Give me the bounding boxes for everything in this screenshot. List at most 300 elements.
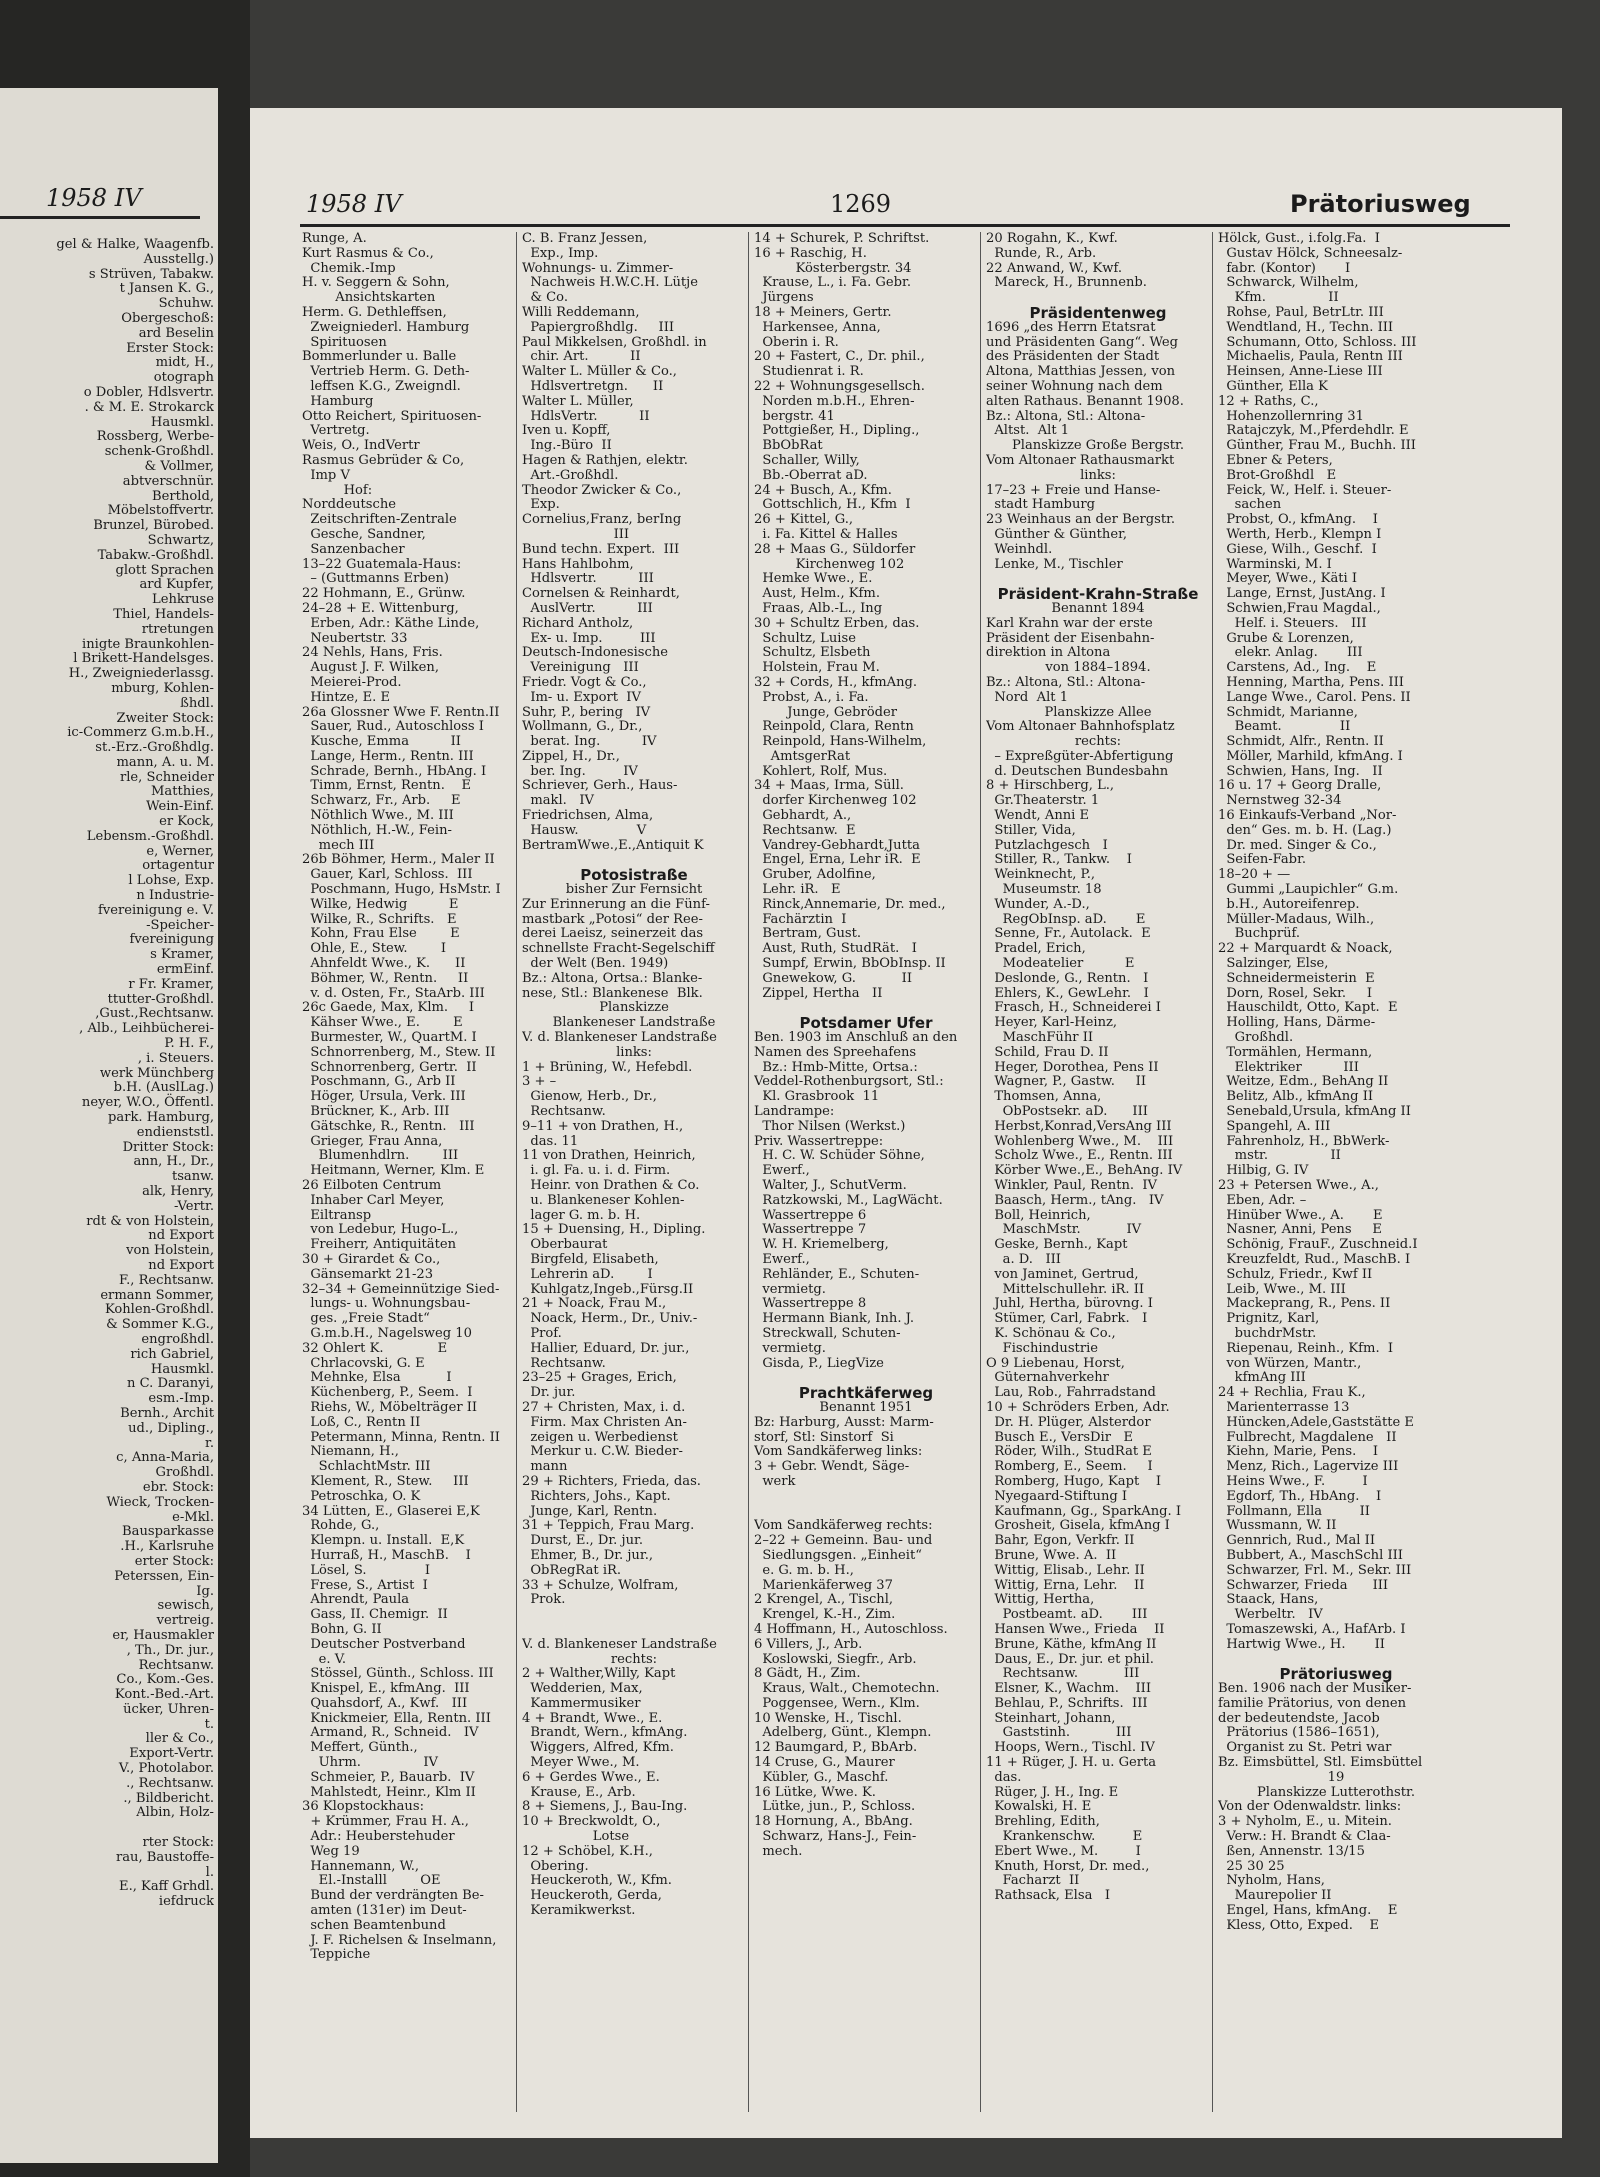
directory-entry: 31 + Teppich, Frau Marg.: [522, 1518, 695, 1534]
directory-entry: 2 + Walther,Willy, Kapt: [522, 1666, 676, 1682]
directory-entry: Keramikwerkst.: [522, 1903, 636, 1919]
directory-entry: mstr. II: [1218, 1148, 1341, 1164]
directory-entry: Gebhardt, A.,: [754, 808, 852, 824]
directory-entry: Modeatelier E: [986, 956, 1135, 972]
left-page-entry: von Holstein,: [126, 1243, 214, 1259]
directory-entry: 20 + Fastert, C., Dr. phil.,: [754, 349, 925, 365]
directory-entry: Von der Odenwaldstr. links:: [1218, 1799, 1402, 1815]
left-page-entry: sewisch,: [157, 1598, 214, 1614]
street-note: Planskizze Große Bergstr.: [1011, 438, 1185, 454]
directory-entry: Rüger, J. H., Ing. E: [986, 1784, 1119, 1800]
left-page-entry: Wieck, Trocken-: [106, 1494, 214, 1510]
left-page-entry: Ausstellg.): [143, 251, 214, 267]
directory-entry: Weg 19: [302, 1843, 360, 1859]
directory-entry: das. 11: [522, 1133, 579, 1149]
directory-entry: 14 Cruse, G., Maurer: [754, 1755, 895, 1771]
left-page-entry: P. H. F.,: [164, 1036, 214, 1052]
left-page-entry: st.-Erz.-Großhdlg.: [95, 740, 214, 756]
directory-entry: Schild, Frau D. II: [986, 1044, 1109, 1060]
directory-entry: Harkensee, Anna,: [754, 319, 881, 335]
directory-entry: MaschFühr II: [986, 1030, 1094, 1046]
left-page-entry: ller & Co.,: [145, 1731, 214, 1747]
directory-entry: Romberg, E., Seem. I: [986, 1459, 1153, 1475]
directory-entry: Buchprüf.: [1218, 926, 1301, 942]
directory-entry: Rechtsanw.: [522, 1104, 606, 1120]
column-divider: [980, 232, 981, 2112]
directory-entry: Knispel, E., kfmAng. III: [302, 1681, 470, 1697]
left-page-entry: c, Anna-Maria,: [116, 1450, 214, 1466]
directory-entry: stadt Hamburg: [986, 497, 1096, 513]
directory-entry: Fachärztin I: [754, 911, 847, 927]
street-heading: Präsidentenweg: [1029, 303, 1167, 322]
directory-entry: Grosheit, Gisela, kfmAng I: [986, 1518, 1170, 1534]
directory-entry: Wittig, Erna, Lehr. II: [986, 1577, 1145, 1593]
directory-entry: Feick, W., Helf. i. Steuer-: [1218, 482, 1392, 498]
directory-entry: Lenke, M., Tischler: [986, 556, 1123, 572]
directory-entry: Ahrendt, Paula: [302, 1592, 410, 1608]
directory-entry: Wedderien, Max,: [522, 1681, 643, 1697]
directory-entry: bergstr. 41: [754, 408, 835, 424]
directory-entry: Küchenberg, P., Seem. I: [302, 1385, 473, 1401]
directory-entry: Hausw. V: [522, 822, 647, 838]
directory-entry: Gauer, Karl, Schloss. III: [302, 867, 473, 883]
page-header-volume: 1958 IV: [306, 190, 402, 218]
directory-entry: Rasmus Gebrüder & Co,: [302, 452, 465, 468]
directory-entry: Vom Altonaer Rathausmarkt: [986, 452, 1175, 468]
directory-entry: Ahnfeldt Wwe., K. II: [302, 956, 466, 972]
left-page-entry: r Fr. Kramer,: [128, 976, 214, 992]
directory-entry: 24–28 + E. Wittenburg,: [302, 600, 459, 616]
directory-column-5: [1218, 232, 1454, 1934]
left-page-entry: fvereinigung e. V.: [97, 902, 214, 918]
directory-entry: Erben, Adr.: Käthe Linde,: [302, 615, 480, 631]
directory-entry: Schmidt, Marianne,: [1218, 704, 1358, 720]
directory-entry: 17–23 + Freie und Hanse-: [986, 482, 1161, 498]
directory-entry: Oberin i. R.: [754, 334, 839, 350]
directory-entry: amten (131er) im Deut-: [302, 1903, 467, 1919]
left-page-entry: park. Hamburg,: [108, 1110, 214, 1126]
directory-entry: Theodor Zwicker & Co.,: [522, 482, 682, 498]
left-page-entry: t.: [204, 1716, 214, 1732]
directory-entry: J. F. Richelsen & Inselmann,: [302, 1932, 497, 1948]
directory-entry: Brune, Wwe. A. II: [986, 1547, 1117, 1563]
directory-entry: Kowalski, H. E: [986, 1799, 1092, 1815]
directory-entry: H. C. W. Schüder Söhne,: [754, 1148, 925, 1164]
directory-entry: mastbark „Potosi“ der Ree-: [522, 911, 703, 927]
left-page-entry: otograph: [153, 370, 214, 386]
directory-entry: 14 + Schurek, P. Schriftst.: [754, 232, 930, 246]
directory-entry: Schriever, Gerh., Haus-: [522, 778, 678, 794]
directory-entry: Im- u. Export IV: [522, 689, 641, 705]
left-page: [0, 88, 218, 2163]
directory-entry: HdlsVertr. II: [522, 408, 650, 424]
directory-entry: Gänsemarkt 21-23: [302, 1266, 434, 1282]
left-page-entry: Kont.-Bed.-Art.: [114, 1687, 214, 1703]
left-page-entry: ., Rechtsanw.: [126, 1775, 214, 1791]
directory-entry: Gnewekow, G. II: [754, 970, 912, 986]
directory-entry: Loß, C., Rentn II: [302, 1414, 421, 1430]
directory-entry: werk: [754, 1473, 796, 1489]
directory-entry: Verw.: H. Brandt & Claa-: [1218, 1829, 1391, 1845]
left-page-entry: Matthies,: [151, 784, 214, 800]
directory-entry: Spirituosen: [302, 334, 387, 350]
directory-entry: Dorn, Rosel, Sekr. I: [1218, 985, 1373, 1001]
directory-entry: Deutscher Postverband: [302, 1636, 466, 1652]
directory-entry: ObPostsekr. aD. III: [986, 1104, 1148, 1120]
left-page-entry: ücker, Uhren-: [123, 1701, 214, 1717]
right-page: [250, 108, 1562, 2138]
street-note: links:: [1080, 467, 1116, 483]
directory-entry: Ehmer, B., Dr. jur.,: [522, 1547, 654, 1563]
directory-entry: Probst, A., i. Fa.: [754, 689, 869, 705]
directory-entry: Altst. Alt 1: [986, 423, 1070, 439]
directory-entry: Runge, A.: [302, 232, 367, 246]
directory-entry: 10 + Schröders Erben, Adr.: [986, 1399, 1170, 1415]
directory-entry: Kübler, G., Maschf.: [754, 1769, 889, 1785]
directory-entry: Otto Reichert, Spirituosen-: [302, 408, 482, 424]
directory-entry: Schulz, Friedr., Kwf II: [1218, 1266, 1373, 1282]
left-page-entry: rtretungen: [141, 621, 214, 637]
directory-entry: d. Deutschen Bundesbahn: [986, 763, 1169, 779]
directory-entry: 33 + Schulze, Wolfram,: [522, 1577, 679, 1593]
directory-entry: 32 Ohlert K. E: [302, 1340, 448, 1356]
directory-entry: Priv. Wassertreppe:: [754, 1133, 884, 1149]
directory-entry: Stössel, Günth., Schloss. III: [302, 1666, 494, 1682]
directory-entry: Bz. Eimsbüttel, Stl. Eimsbüttel: [1218, 1755, 1423, 1771]
left-page-entry: -Vertr.: [174, 1198, 214, 1214]
directory-entry: vermietg.: [754, 1281, 826, 1297]
directory-entry: Cornelius,Franz, berIng: [522, 512, 682, 528]
directory-entry: Elektriker III: [1218, 1059, 1359, 1075]
directory-entry: Aust, Ruth, StudRät. I: [754, 941, 917, 957]
directory-entry: Maurepolier II: [1218, 1888, 1332, 1904]
directory-entry: Heins Wwe., F. I: [1218, 1473, 1368, 1489]
directory-entry: Weinknecht, P.,: [986, 867, 1096, 883]
directory-entry: 15 + Duensing, H., Dipling.: [522, 1222, 706, 1238]
directory-entry: 12 + Raths, C.,: [1218, 393, 1319, 409]
directory-entry: 36 Klopstockhaus:: [302, 1799, 424, 1815]
directory-entry: Nöthlich, H.-W., Fein-: [302, 822, 452, 838]
directory-entry: Kreuzfeldt, Rud., MaschB. I: [1218, 1251, 1411, 1267]
directory-entry: Mittelschullehr. iR. II: [986, 1281, 1145, 1297]
directory-entry: Wilke, R., Schrifts. E: [302, 911, 457, 927]
left-page-entry: Schuhw.: [158, 296, 214, 312]
left-page-entry: Lehkruse: [152, 592, 214, 608]
directory-entry: des Präsidenten der Stadt: [986, 349, 1160, 365]
left-page-entry: Tabakw.-Großhdl.: [97, 547, 214, 563]
left-page-entry: Bausparkasse: [122, 1524, 214, 1540]
left-page-entry: & Vollmer,: [144, 458, 214, 474]
directory-entry: Henning, Martha, Pens. III: [1218, 674, 1404, 690]
left-page-entry: F., Rechtsanw.: [119, 1272, 214, 1288]
directory-entry: 26 Eilboten Centrum: [302, 1178, 442, 1193]
directory-entry: Gesche, Sandner,: [302, 526, 426, 542]
directory-entry: 8 + Siemens, J., Bau-Ing.: [522, 1799, 688, 1815]
directory-entry: Grube & Lorenzen,: [1218, 630, 1354, 646]
directory-entry: Bz.: Altona, Ortsa.: Blanke-: [522, 970, 703, 986]
directory-entry: Pradel, Erich,: [986, 941, 1086, 957]
directory-entry: schen Beamtenbund: [302, 1917, 446, 1933]
column-divider: [1212, 232, 1213, 2112]
directory-entry: Hartwig Wwe., H. II: [1218, 1636, 1385, 1652]
directory-entry: Dr. med. Singer & Co.,: [1218, 837, 1377, 853]
left-page-entry: e-Mkl.: [172, 1509, 214, 1525]
left-page-entry: Rossberg, Werbe-: [96, 429, 214, 445]
left-page-entry: Zweiter Stock:: [116, 710, 214, 726]
directory-entry: Schmidt, Alfr., Rentn. II: [1218, 734, 1384, 750]
directory-entry: zeigen u. Werbedienst: [522, 1429, 678, 1445]
directory-entry: Kaufmann, Gg., SparkAng. I: [986, 1503, 1182, 1519]
directory-entry: [754, 1490, 978, 1505]
left-page-entry: gel & Halke, Waagenfb.: [56, 238, 214, 252]
directory-entry: Schnorrenberg, M., Stew. II: [302, 1044, 496, 1060]
directory-entry: Heinr. von Drathen & Co.: [522, 1178, 700, 1193]
left-page-entry: tsanw.: [171, 1169, 214, 1185]
directory-entry: Nachweis H.W.C.H. Lütje: [522, 275, 698, 291]
directory-entry: Günther, Frau M., Buchh. III: [1218, 438, 1416, 454]
directory-entry: + Krümmer, Frau H. A.,: [302, 1814, 469, 1830]
left-page-entry: ttutter-Großhdl.: [107, 991, 214, 1007]
directory-entry: Runde, R., Arb.: [986, 245, 1097, 261]
directory-entry: 18 + Meiners, Gertr.: [754, 304, 892, 320]
directory-entry: Wagner, P., Gastw. II: [986, 1074, 1147, 1090]
left-page-entry: nd Export: [148, 1257, 214, 1273]
directory-entry: Präsident der Eisenbahn-: [986, 630, 1155, 646]
directory-entry: Mackeprang, R., Pens. II: [1218, 1296, 1391, 1312]
directory-entry: Fraas, Alb.-L., Ing: [754, 600, 883, 616]
directory-entry: 13–22 Guatemala-Haus:: [302, 556, 462, 572]
directory-entry: elekr. Anlag. III: [1218, 645, 1363, 661]
directory-entry: 26c Gaede, Max, Klm. I: [302, 1000, 475, 1016]
directory-entry: i. Fa. Kittel & Halles: [754, 526, 898, 542]
directory-entry: Pottgießer, H., Dipling.,: [754, 423, 920, 439]
directory-entry: 23–25 + Grages, Erich,: [522, 1370, 677, 1386]
directory-entry: Gass, II. Chemigr. II: [302, 1607, 448, 1623]
directory-entry: dorfer Kirchenweg 102: [754, 793, 917, 809]
directory-entry: Armand, R., Schneid. IV: [302, 1725, 479, 1741]
directory-entry: Schwarz, Hans-J., Fein-: [754, 1829, 917, 1845]
directory-entry: Nyegaard-Stiftung I: [986, 1488, 1128, 1504]
directory-column-3: [754, 232, 978, 1860]
directory-entry: das.: [986, 1769, 1022, 1785]
directory-entry: Adelberg, Günt., Klempn.: [754, 1725, 932, 1741]
directory-entry: Ewerf.,: [754, 1251, 810, 1267]
directory-entry: Warminski, M. I: [1218, 556, 1332, 572]
directory-entry: Egdorf, Th., HbAng. I: [1218, 1488, 1382, 1504]
directory-entry: Bund der verdrängten Be-: [302, 1888, 484, 1904]
directory-entry: familie Prätorius, von denen: [1218, 1695, 1407, 1711]
directory-entry: Schumann, Otto, Schloss. III: [1218, 334, 1417, 350]
directory-entry: Jürgens: [754, 290, 814, 306]
directory-entry: Wohlenberg Wwe., M. III: [986, 1133, 1174, 1149]
directory-entry: Namen des Spreehafens: [754, 1044, 917, 1060]
directory-entry: u. Blankeneser Kohlen-: [522, 1192, 685, 1208]
directory-entry: Hermann Biank, Inh. J.: [754, 1311, 915, 1327]
directory-entry: Postbeamt. aD. III: [986, 1607, 1148, 1623]
directory-entry: Nernstweg 32-34: [1218, 793, 1342, 809]
left-page-entry: nd Export: [148, 1228, 214, 1244]
directory-entry: Vom Sandkäferweg links:: [754, 1444, 923, 1460]
directory-entry: Wollmann, G., Dr.,: [522, 719, 643, 735]
left-page-entry: Albin, Holz-: [136, 1805, 214, 1821]
directory-entry: Kammermusiker: [522, 1695, 641, 1711]
directory-entry: Adr.: Heuberstehuder: [302, 1829, 455, 1845]
street-note: Benannt 1951: [819, 1399, 913, 1415]
directory-entry: Timm, Ernst, Rentn. E: [302, 778, 472, 794]
directory-entry: Follmann, Ella II: [1218, 1503, 1370, 1519]
directory-entry: 16 Einkaufs-Verband „Nor-: [1218, 808, 1397, 824]
directory-entry: Veddel-Rothenburgsort, Stl.:: [754, 1074, 944, 1090]
directory-entry: Art.-Großhdl.: [522, 467, 619, 483]
directory-entry: Prignitz, Karl,: [1218, 1311, 1320, 1327]
directory-entry: Meyer Wwe., M.: [522, 1755, 640, 1771]
left-page-entry: Schwartz,: [147, 532, 214, 548]
directory-entry: Gummi „Laupichler“ G.m.: [1218, 882, 1399, 898]
directory-entry: 34 + Maas, Irma, Süll.: [754, 778, 904, 794]
directory-entry: Merkur u. C.W. Bieder-: [522, 1444, 683, 1460]
directory-entry: Stümer, Carl, Fabrk. I: [986, 1311, 1148, 1327]
directory-entry: Müller-Madaus, Wilh.,: [1218, 911, 1375, 927]
directory-entry: Prätorius (1586–1651),: [1218, 1725, 1380, 1741]
directory-entry: Nasner, Anni, Pens E: [1218, 1222, 1382, 1238]
directory-entry: Stiller, R., Tankw. I: [986, 852, 1132, 868]
directory-entry: Lösel, S. I: [302, 1562, 430, 1578]
directory-entry: Großhdl.: [1218, 1030, 1294, 1046]
street-heading: Prätoriusweg: [1279, 1665, 1393, 1684]
directory-entry: Kirchenweg 102: [754, 556, 905, 572]
directory-entry: Rinck,Annemarie, Dr. med.,: [754, 896, 946, 912]
directory-entry: Kuhlgatz,Ingeb.,Fürsg.II: [522, 1281, 694, 1297]
street-heading: Präsident-Krahn-Straße: [997, 585, 1199, 604]
directory-entry: Rohse, Paul, BetrLtr. III: [1218, 304, 1384, 320]
directory-entry: Knuth, Horst, Dr. med.,: [986, 1858, 1150, 1874]
directory-entry: Cornelsen & Reinhardt,: [522, 586, 680, 602]
directory-entry: Ratzkowski, M., LagWächt.: [754, 1192, 943, 1208]
left-page-entry: l.: [205, 1864, 214, 1880]
directory-entry: Brune, Käthe, kfmAng II: [986, 1636, 1157, 1652]
directory-entry: Walter L. Müller,: [522, 393, 634, 409]
directory-entry: 30 + Girardet & Co.,: [302, 1251, 441, 1267]
directory-entry: Kohlert, Rolf, Mus.: [754, 763, 888, 779]
directory-entry: Obering.: [522, 1858, 589, 1874]
street-note: Planskizze: [599, 1000, 669, 1016]
directory-entry: schnellste Fracht-Segelschiff: [522, 941, 715, 957]
directory-entry: 24 + Rechlia, Frau K.,: [1218, 1385, 1366, 1401]
street-note: rechts:: [610, 1651, 658, 1667]
directory-entry: – (Guttmanns Erben): [302, 571, 450, 587]
directory-entry: Gottschlich, H., Kfm I: [754, 497, 911, 513]
left-page-entry: rle, Schneider: [119, 769, 214, 785]
directory-entry: 26a Glossner Wwe F. Rentn.II: [302, 704, 500, 720]
directory-entry: Heuckeroth, Gerda,: [522, 1888, 662, 1904]
directory-entry: Reinpold, Clara, Rentn: [754, 719, 914, 735]
directory-entry: Nord Alt 1: [986, 689, 1069, 705]
directory-entry: 9–11 + von Drathen, H.,: [522, 1118, 684, 1134]
header-rule: [300, 224, 1510, 227]
directory-entry: Baasch, Herm., tAng. IV: [986, 1192, 1164, 1208]
directory-entry: mech III: [302, 837, 375, 853]
directory-entry: Uhrm. IV: [302, 1755, 439, 1771]
directory-entry: RegObInsp. aD. E: [986, 911, 1146, 927]
directory-entry: Senebald,Ursula, kfmAng II: [1218, 1104, 1411, 1120]
directory-entry: Reinpold, Hans-Wilhelm,: [754, 734, 927, 750]
directory-entry: Mahlstedt, Heinr., Klm II: [302, 1784, 476, 1800]
directory-entry: Heitmann, Werner, Klm. E: [302, 1163, 485, 1179]
directory-entry: Lütke, jun., P., Schloss.: [754, 1799, 916, 1815]
directory-column-4: [986, 232, 1210, 1904]
directory-entry: Kähser Wwe., E. E: [302, 1015, 463, 1031]
directory-entry: Wunder, A.-D.,: [986, 896, 1090, 912]
directory-entry: von Würzen, Mantr.,: [1218, 1355, 1362, 1371]
directory-entry: Schnorrenberg, Gertr. II: [302, 1059, 477, 1075]
directory-entry: ges. „Freie Stadt“: [302, 1311, 430, 1327]
directory-entry: ber. Ing. IV: [522, 763, 638, 779]
street-note: links:: [616, 1044, 652, 1060]
directory-entry: Fahrenholz, H., BbWerk-: [1218, 1133, 1390, 1149]
directory-entry: Wussmann, W. II: [1218, 1518, 1337, 1534]
directory-entry: 12 + Schöbel, K.H.,: [522, 1843, 653, 1859]
directory-entry: Oberbaurat: [522, 1237, 608, 1253]
directory-entry: der Welt (Ben. 1949): [522, 956, 669, 972]
directory-entry: mech.: [754, 1843, 803, 1859]
directory-entry: Poschmann, G., Arb II: [302, 1074, 456, 1090]
directory-entry: berat. Ing. IV: [522, 734, 657, 750]
directory-entry: Nyholm, Hans,: [1218, 1873, 1325, 1889]
directory-entry: Scholz Wwe., E., Rentn. III: [986, 1148, 1173, 1164]
directory-entry: Bahr, Egon, Verkfr. II: [986, 1533, 1135, 1549]
directory-entry: 18–20 + —: [1218, 867, 1291, 883]
directory-entry: SchlachtMstr. III: [302, 1459, 431, 1475]
directory-entry: Werth, Herb., Klempn I: [1218, 526, 1382, 542]
left-page-entry: Lebensm.-Großhdl.: [86, 828, 214, 844]
directory-entry: Poggensee, Wern., Klm.: [754, 1695, 920, 1711]
left-page-entry: iefdruck: [158, 1894, 214, 1910]
directory-entry: Tomaszewski, A., HafArb. I: [1218, 1621, 1406, 1637]
directory-entry: Brückner, K., Arb. III: [302, 1104, 450, 1120]
directory-entry: Wassertreppe 7: [754, 1222, 867, 1238]
directory-entry: 2–22 + Gemeinn. Bau- und: [754, 1533, 933, 1549]
directory-entry: Mareck, H., Brunnenb.: [986, 275, 1147, 291]
left-page-entry: Berthold,: [152, 488, 214, 504]
left-page-entry: erter Stock:: [134, 1553, 214, 1569]
directory-entry: Norden m.b.H., Ehren-: [754, 393, 915, 409]
directory-entry: August J. F. Wilken,: [302, 660, 439, 676]
directory-entry: Fulbrecht, Magdalene II: [1218, 1429, 1397, 1445]
directory-entry: 32–34 + Gemeinnützige Sied-: [302, 1281, 500, 1297]
left-page-entry: e, Werner,: [146, 843, 214, 859]
directory-entry: 8 + Hirschberg, L.,: [986, 778, 1115, 794]
directory-entry: der bedeutendste, Jacob: [1218, 1710, 1380, 1726]
directory-entry: Lotse: [522, 1829, 630, 1845]
left-page-column: [0, 238, 214, 1910]
directory-entry: Sanzenbacher: [302, 541, 405, 557]
directory-entry: Quahsdorf, A., Kwf. III: [302, 1695, 468, 1711]
directory-entry: 22 + Wohnungsgesellsch.: [754, 378, 925, 394]
directory-entry: Niemann, H.,: [302, 1444, 399, 1460]
directory-entry: Spangehl, A. III: [1218, 1118, 1331, 1134]
left-page-entry: engroßhdl.: [141, 1331, 214, 1347]
left-page-entry: , Th., Dr. jur.,: [126, 1642, 214, 1658]
directory-entry: Dr. jur.: [522, 1385, 576, 1401]
column-divider: [516, 232, 517, 2112]
left-page-entry: ard Kupfer,: [139, 577, 214, 593]
directory-entry: 30 + Schultz Erben, das.: [754, 615, 920, 631]
directory-entry: 16 Lütke, Wwe. K.: [754, 1784, 876, 1800]
directory-entry: b.H., Autoreifenrep.: [1218, 896, 1360, 912]
directory-entry: Ben. 1906 nach der Musiker-: [1218, 1681, 1412, 1697]
left-page-entry: werk Münchberg: [99, 1065, 214, 1081]
directory-entry: Hof:: [302, 482, 373, 498]
